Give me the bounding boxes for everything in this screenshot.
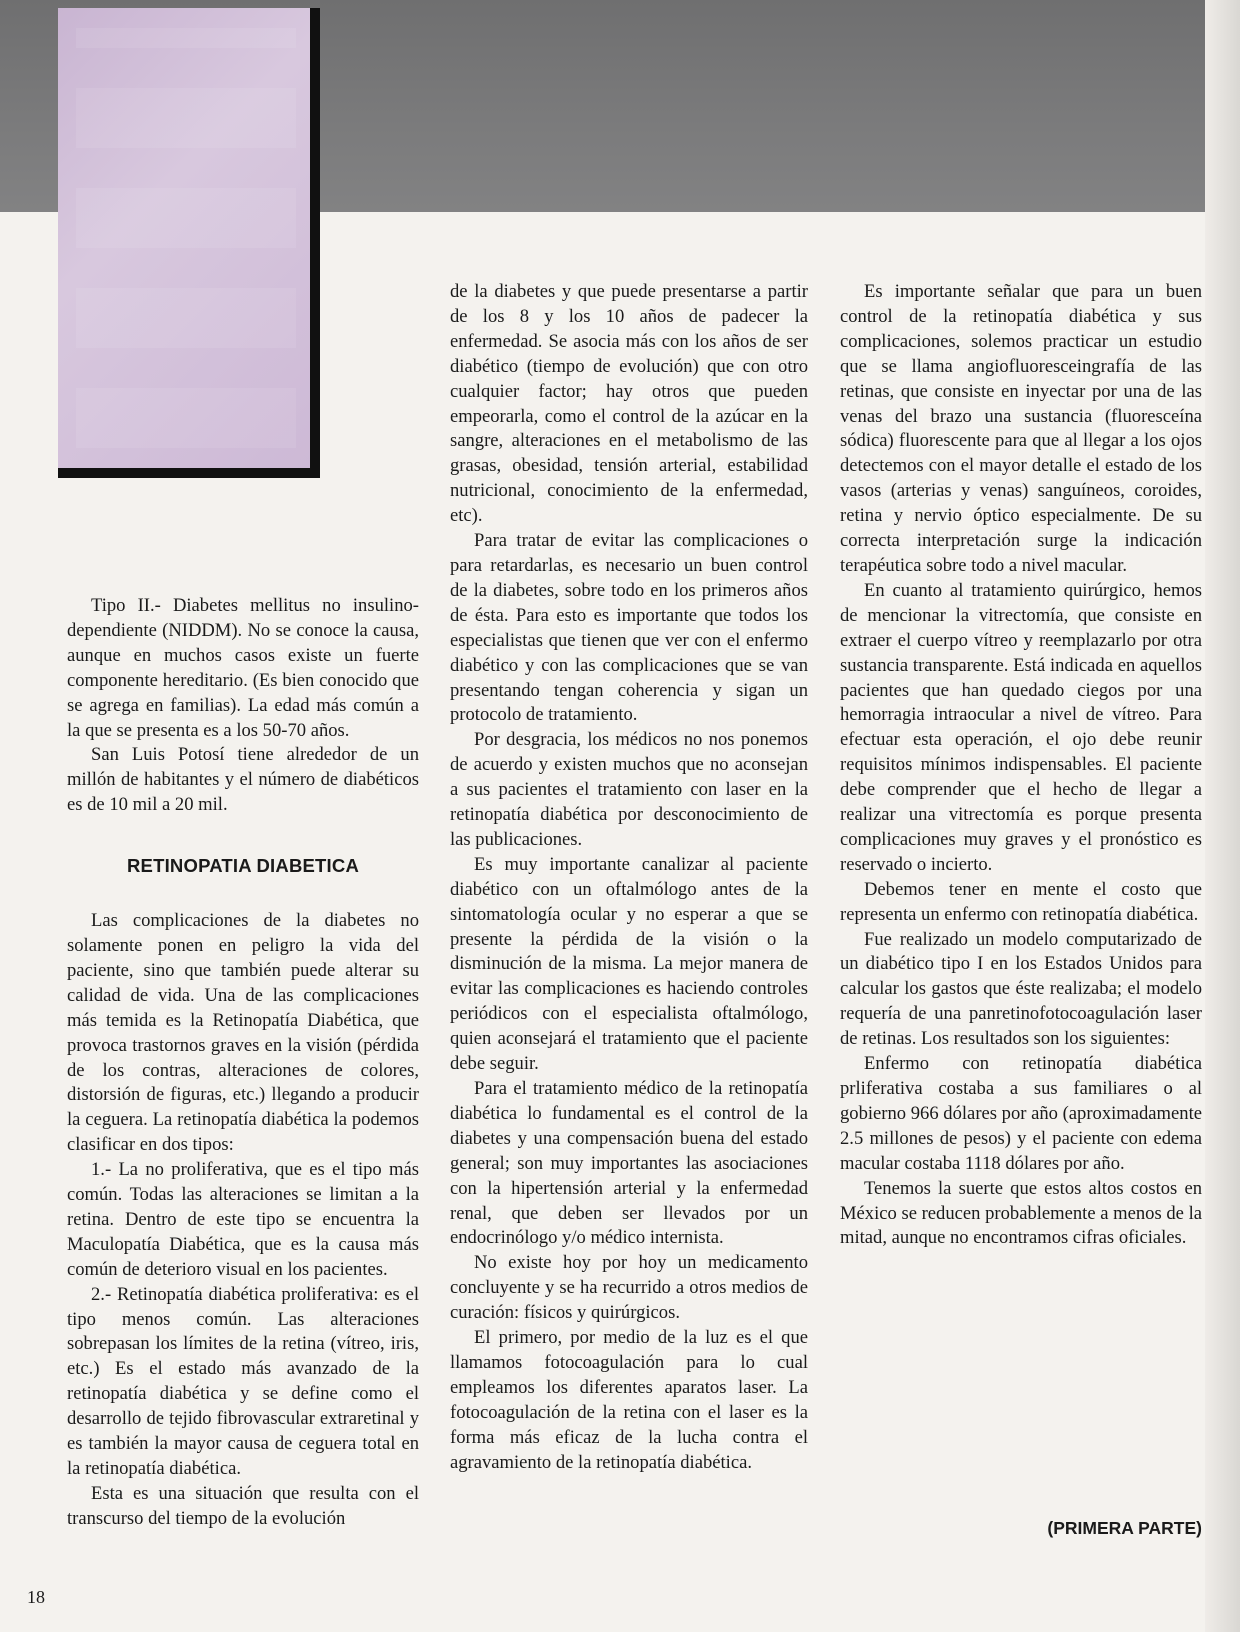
paragraph: Es muy importante canalizar al paciente diabético con un oftalmólogo antes de la sintomatología ocular y no esperar a que se presente la pérdida de la visión o la disminución de la misma. La mejor manera de evitar las complicaciones es haciendo controles periódicos con el especialista oftalmólogo, quien aconsejará el tratamiento que el paciente debe seguir.: [450, 853, 808, 1075]
text-column-2: [450, 280, 808, 1476]
text-column-3: [840, 280, 1202, 1251]
paragraph: Para tratar de evitar las complicaciones o para retardarlas, es necesario un buen control de la diabetes, sobre todo en los primeros años de ésta. Para esto es importante que todos los especialistas que tienen que ver con el enfermo diabético y con las complicaciones que se van presentando tengan coherencia y sigan un protocolo de tratamiento.: [450, 530, 808, 726]
page-number: 18: [27, 1587, 45, 1607]
paragraph: San Luis Potosí tiene alrededor de un millón de habitantes y el número de diabéticos es de 10 mil a 20 mil.: [67, 744, 419, 816]
paragraph: Las complicaciones de la diabetes no solamente ponen en peligro la vida del paciente, sino que también puede alterar su calidad de vida. Una de las complicaciones más temida es la Retinopatía Diabética, que provoca trastornos graves en la visión (pérdida de los contras, alteraciones de colores, distorsión de figuras, etc.) llegando a producir la ceguera. La retinopatía diabética la podemos clasificar en dos tipos:: [67, 910, 419, 1156]
paragraph: El primero, por medio de la luz es el que llamamos fotocoagulación para lo cual empleamos los diferentes aparatos laser. La fotocoagulación de la retina con el laser es la forma más eficaz de la lucha contra el agravamiento de la retinopatía diabética.: [450, 1327, 808, 1473]
paragraph: Por desgracia, los médicos no nos ponemos de acuerdo y existen muchos que no aconsejan a sus pacientes el tratamiento con laser en la retinopatía diabética por desconocimiento de las publicaciones.: [450, 729, 808, 850]
paragraph: Tenemos la suerte que estos altos costos en México se reducen probablemente a menos de la mitad, aunque no encontramos cifras oficiales.: [840, 1177, 1202, 1249]
paragraph: de la diabetes y que puede presentarse a partir de los 8 y los 10 años de padecer la enfermedad. Se asocia más con los años de ser diabético (tiempo de evolución) que con otro cualquier factor; hay otros que pueden empeorarla, como el control de la azúcar en la sangre, alteraciones en el metabolismo de las grasas, obesidad, tensión arterial, estabilidad nutricional, conocimiento de la enfermedad, etc).: [450, 281, 808, 527]
paragraph: Esta es una situación que resulta con el transcurso del tiempo de la evolución: [67, 1482, 419, 1529]
paragraph: Debemos tener en mente el costo que representa un enfermo con retinopatía diabética.: [840, 878, 1202, 925]
paragraph: En cuanto al tratamiento quirúrgico, hemos de mencionar la vitrectomía, que consiste en extraer el cuerpo vítreo y reemplazarlo por otra sustancia transparente. Está indicada en aquellos pacientes que han quedado ciegos por una hemorragia intraocular a nivel de vítreo. Para efectuar esta operación, el ojo debe reunir requisitos mínimos indispensables. El paciente debe comprender que el hecho de llegar a realizar una vitrectomía es porque presenta complicaciones muy graves y el pronóstico es reservado o incierto.: [840, 579, 1202, 875]
faded-title-lettering: [76, 28, 296, 448]
paragraph: Tipo II.- Diabetes mellitus no insulino-dependiente (NIDDM). No se conoce la causa, aunque en muchos casos existe un fuerte componente hereditario. (Es bien conocido que se agrega en familias). La edad más común a la que se presenta es a los 50-70 años.: [67, 595, 419, 741]
decorative-title-box: [58, 8, 320, 478]
part-label: (PRIMERA PARTE): [1047, 1518, 1202, 1538]
paragraph: Es importante señalar que para un buen control de la retinopatía diabética y sus complicaciones, solemos practicar un estudio que se llama angiofluoresceingrafía de las retinas, que consiste en inyectar por una de las venas del brazo una sustancia (fluoresceína sódica) fluorescente para que al llegar a los ojos detectemos con el mayor detalle el estado de los vasos (arterias y venas) sanguíneos, coroides, retina y nervio óptico especialmente. De su correcta interpretación surge la indicación terapéutica sobre todo a nivel macular.: [840, 281, 1202, 576]
section-heading: RETINOPATIA DIABETICA: [126, 855, 360, 877]
page-edge: [1205, 0, 1240, 1632]
text-column-1: [67, 594, 419, 1532]
paragraph: Enfermo con retinopatía diabética prliferativa costaba a sus familiares o al gobierno 966 dólares por año (aproximadamente 2.5 millones de pesos) y el paciente con edema macular costaba 1118 dólares por año.: [840, 1053, 1202, 1174]
paragraph: 1.- La no proliferativa, que es el tipo más común. Todas las alteraciones se limitan a la retina. Dentro de este tipo se encuentra la Maculopatía Diabética, que es la causa más común de deterioro visual en los pacientes.: [67, 1159, 419, 1280]
paragraph: No existe hoy por hoy un medicamento concluyente y se ha recurrido a otros medios de curación: físicos y quirúrgicos.: [450, 1252, 808, 1324]
paragraph: Para el tratamiento médico de la retinopatía diabética lo fundamental es el control de la diabetes y una compensación buena del estado general; son muy importantes las asociaciones con la hipertensión arterial y la enfermedad renal, que deben ser llevados por un endocrinólogo y/o médico internista.: [450, 1078, 808, 1249]
paragraph: Fue realizado un modelo computarizado de un diabético tipo I en los Estados Unidos para calcular los gastos que éste realizaba; el modelo requería de una panretinofotocoagulación laser de retinas. Los resultados son los siguientes:: [840, 928, 1202, 1050]
paragraph: 2.- Retinopatía diabética proliferativa: es el tipo menos común. Las alteraciones sobrepasan los límites de la retina (vítreo, iris, etc.) Es el estado más avanzado de la retinopatía diabética y se define como el desarrollo de tejido fibrovascular extraretinal y es también la mayor causa de ceguera total en la retinopatía diabética.: [67, 1283, 419, 1479]
